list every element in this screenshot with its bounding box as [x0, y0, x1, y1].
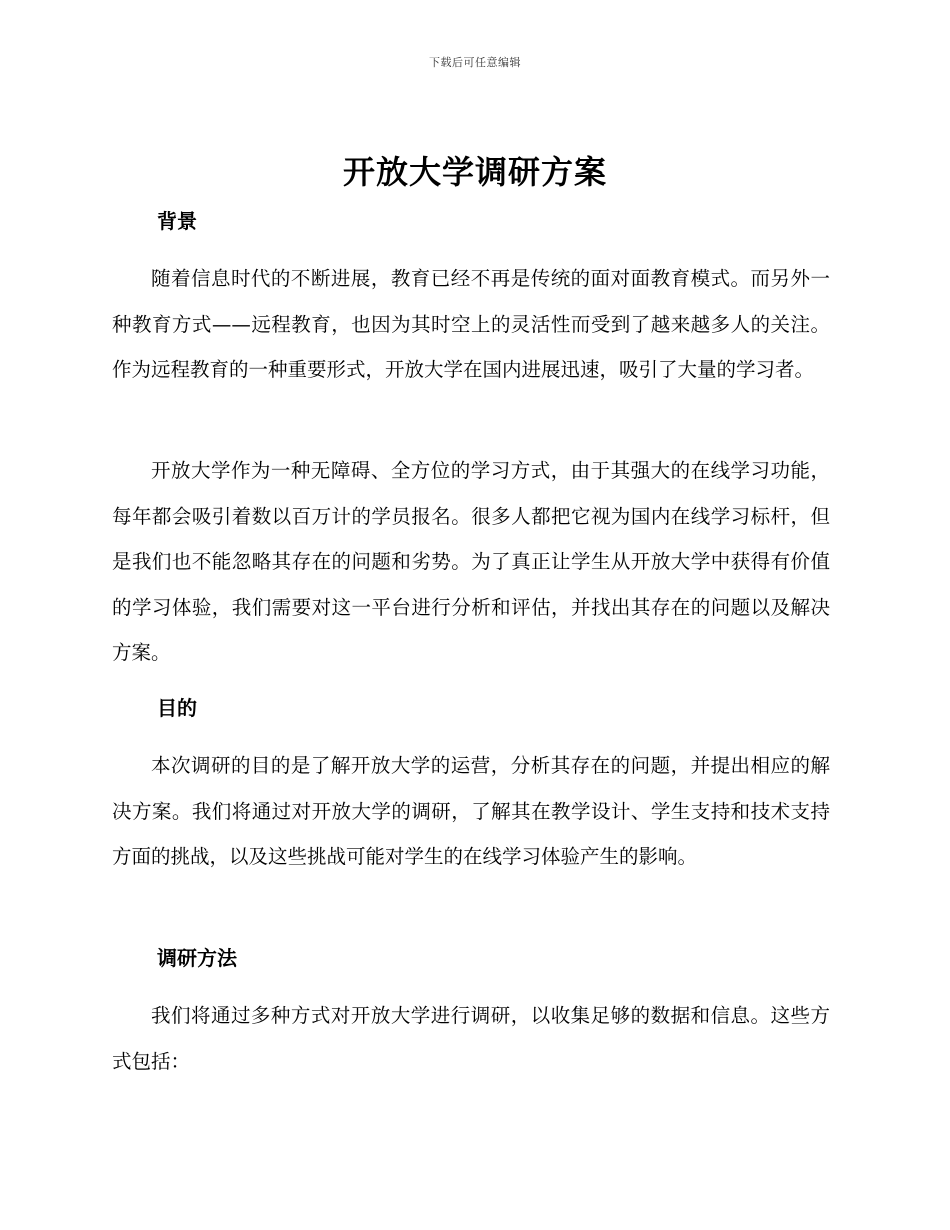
paragraph-method-1: 我们将通过多种方式对开放大学进行调研，以收集足够的数据和信息。这些方式包括：	[112, 1004, 830, 1073]
section-heading-background: 背景	[157, 209, 197, 233]
document-title: 开放大学调研方案	[342, 153, 607, 191]
paragraph-background-1: 随着信息时代的不断进展，教育已经不再是传统的面对面教育模式。而另外一种教育方式——远程教育，也因为其时空上的灵活性而受到了越来越多人的关注。作为远程教育的一种重要形式，开放大学在国内进展迅速，吸引了大量的学习者。	[112, 267, 830, 381]
section-heading-purpose: 目的	[157, 696, 197, 720]
paragraph-background-2: 开放大学作为一种无障碍、全方位的学习方式，由于其强大的在线学习功能，每年都会吸引着数以百万计的学员报名。很多人都把它视为国内在线学习标杆，但是我们也不能忽略其存在的问题和劣势。为了真正让学生从开放大学中获得有价值的学习体验，我们需要对这一平台进行分析和评估，并找出其存在的问题以及解决方案。	[112, 459, 830, 664]
paragraph-purpose-1: 本次调研的目的是了解开放大学的运营，分析其存在的问题，并提出相应的解决方案。我们将通过对开放大学的调研，了解其在教学设计、学生支持和技术支持方面的挑战，以及这些挑战可能对学生的在线学习体验产生的影响。	[112, 754, 830, 868]
page-header-note: 下载后可任意编辑	[429, 56, 521, 69]
section-heading-method: 调研方法	[157, 946, 237, 970]
